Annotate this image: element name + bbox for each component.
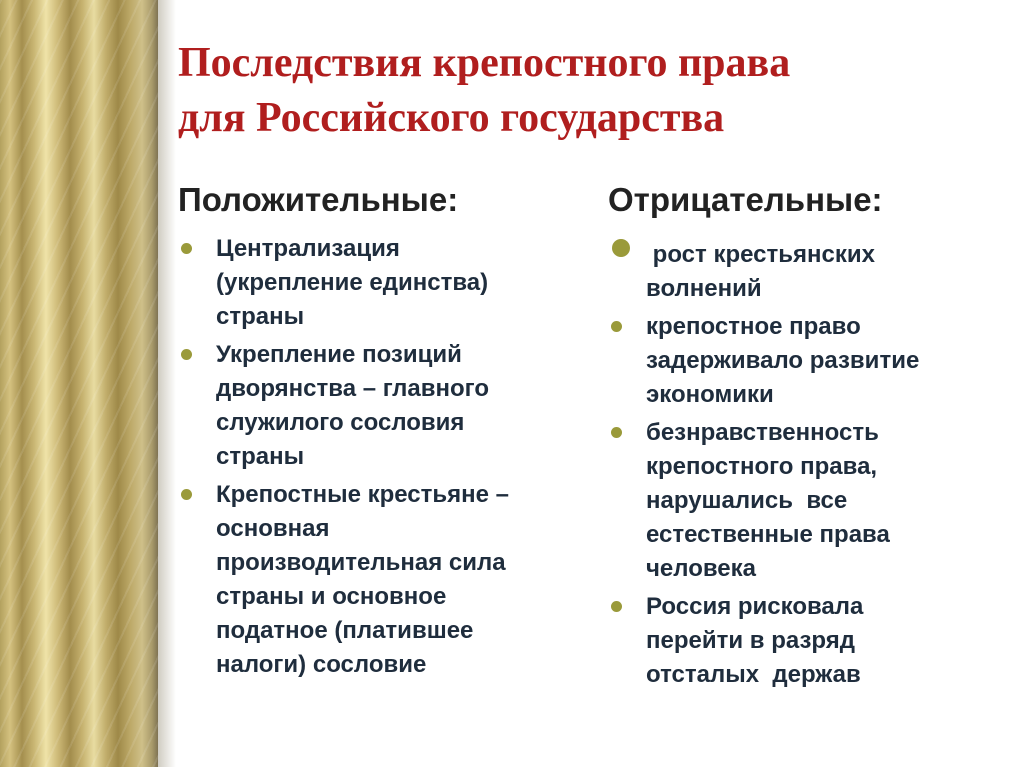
item-line: податное (платившее — [216, 617, 474, 644]
item-line: дворянства – главного — [216, 375, 489, 402]
bullet-dot-icon — [611, 427, 622, 438]
negative-column — [608, 180, 1008, 696]
band-shadow — [158, 0, 176, 767]
item-line: страны и основное — [216, 583, 447, 610]
bullet-dot-icon — [181, 349, 192, 360]
item-line: нарушались все — [646, 487, 848, 514]
slide-title — [178, 36, 998, 146]
negative-list — [608, 232, 1008, 692]
list-item — [608, 310, 1008, 412]
bullet-dot-icon — [612, 239, 630, 257]
list-item — [608, 416, 1008, 586]
positive-list — [178, 232, 578, 682]
item-line: Централизация — [216, 235, 400, 262]
item-line: перейти в разряд — [646, 627, 856, 654]
item-line: страны — [216, 303, 305, 330]
item-line: отсталых держав — [646, 661, 861, 688]
item-line: безнравственность — [646, 419, 879, 446]
bullet-dot-icon — [611, 601, 622, 612]
item-line: Россия рисковала — [646, 593, 864, 620]
item-line: естественные права — [646, 521, 890, 548]
negative-heading: Отрицательные: — [608, 181, 883, 218]
item-line: Укрепление позиций — [216, 341, 462, 368]
item-line: задерживало развитие — [646, 347, 920, 374]
decorative-gold-band — [0, 0, 158, 767]
item-line: Крепостные крестьяне – — [216, 481, 510, 508]
item-line: налоги) сословие — [216, 651, 427, 678]
item-line: основная — [216, 515, 330, 542]
item-line: крепостное право — [646, 313, 861, 340]
title-line-2: для Российского государства — [178, 95, 725, 141]
positive-column — [178, 180, 578, 686]
list-item — [178, 338, 578, 474]
title-line-1: Последствия крепостного права — [178, 40, 791, 86]
list-item — [608, 590, 1008, 692]
list-item — [178, 232, 578, 334]
item-line: человека — [646, 555, 757, 582]
list-item — [608, 232, 1008, 306]
list-item — [178, 478, 578, 682]
item-line: волнений — [646, 275, 762, 302]
item-line: (укрепление единства) — [216, 269, 489, 296]
bullet-dot-icon — [611, 321, 622, 332]
item-line: производительная сила — [216, 549, 506, 576]
item-line: страны — [216, 443, 305, 470]
item-line: служилого сословия — [216, 409, 465, 436]
bullet-dot-icon — [181, 243, 192, 254]
positive-heading: Положительные: — [178, 181, 459, 218]
bullet-dot-icon — [181, 489, 192, 500]
item-line: рост крестьянских — [646, 241, 875, 268]
item-line: экономики — [646, 381, 774, 408]
item-line: крепостного права, — [646, 453, 878, 480]
